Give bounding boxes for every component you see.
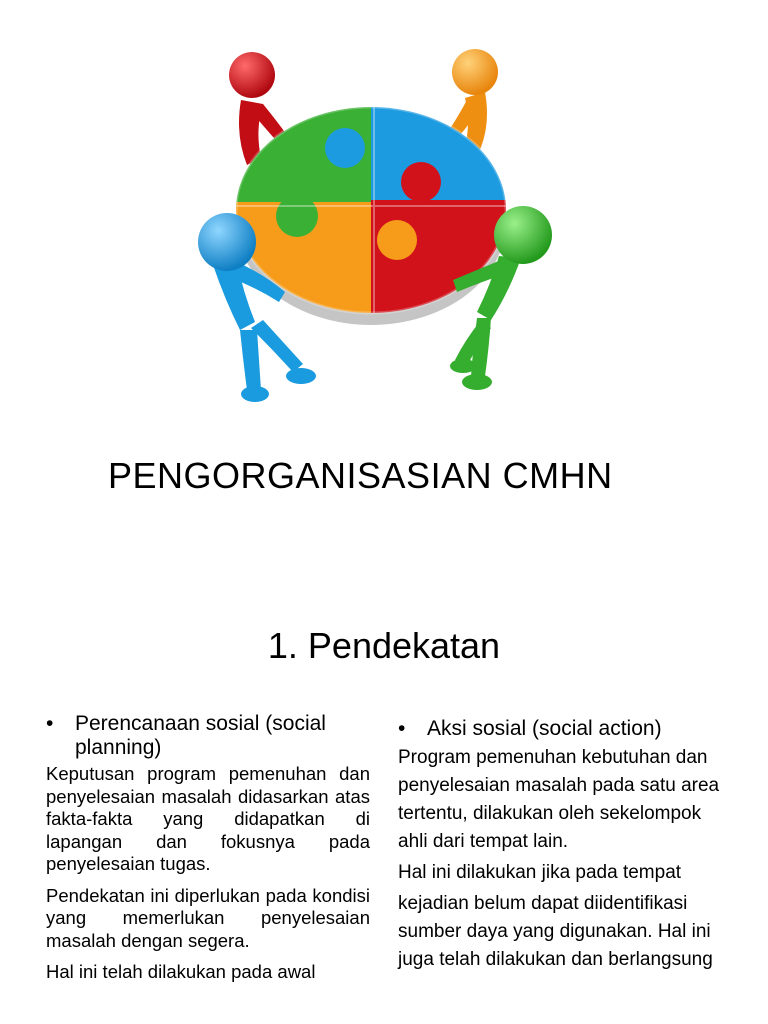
bullet-item-social-action: • Aksi sosial (social action) bbox=[398, 717, 728, 741]
paragraph: Pendekatan ini diperlukan pada kondisi yang memerlukan penyelesaian masalah dengan segera. bbox=[46, 884, 370, 951]
paragraph: Hal ini telah dilakukan pada awal bbox=[46, 961, 316, 982]
left-column bbox=[46, 712, 370, 984]
paragraph: kejadian belum dapat diidentifikasi sumber daya yang digunakan. Hal ini juga telah dilakukan dan berlangsung bbox=[398, 893, 713, 970]
puzzle-team-illustration bbox=[185, 30, 565, 415]
slide-title: PENGORGANISASIAN CMHN bbox=[108, 455, 613, 496]
paragraph: Program pemenuhan kebutuhan dan penyelesaian masalah pada satu area tertentu, dilakukan oleh sekelompok ahli dari tempat lain. bbox=[398, 747, 720, 852]
paragraph: Keputusan program pemenuhan dan penyelesaian masalah didasarkan atas fakta-fakta yang didapatkan di lapangan dan fokusnya pada penyelesaian tugas. bbox=[46, 763, 370, 874]
four-people-holding-puzzle-icon bbox=[185, 30, 565, 415]
paragraph: Hal ini dilakukan jika pada tempat bbox=[398, 862, 682, 883]
section-title: 1. Pendekatan bbox=[267, 625, 501, 666]
right-column bbox=[398, 717, 728, 974]
bullet-item-social-planning: • Perencanaan sosial (social planning) bbox=[46, 712, 370, 760]
